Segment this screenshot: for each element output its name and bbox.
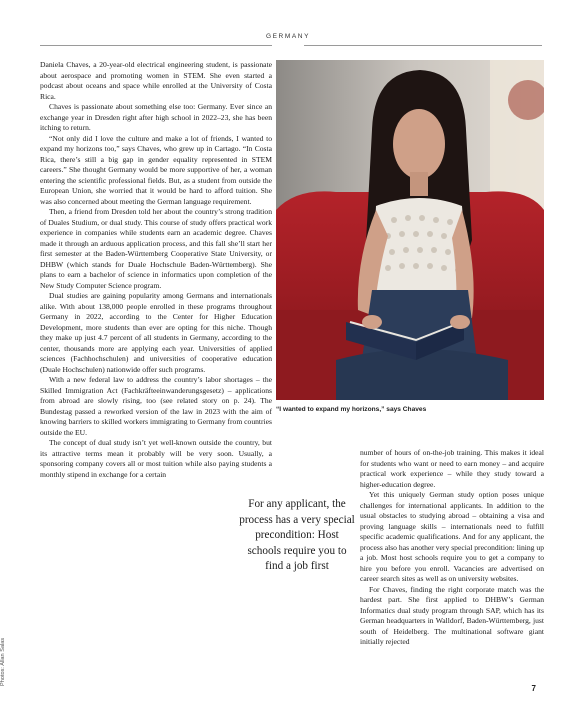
photo-credit: Photos: Allan Salas <box>0 637 6 686</box>
pull-quote: For any applicant, the process has a very special precondition: Host schools require you to find a job first <box>239 498 355 572</box>
portrait-illustration <box>276 60 544 400</box>
paragraph: Then, a friend from Dresden told her about the country’s strong tradition of Duales Studium, or dual study. This course of study offers practical work experience in companies while students earn an academic degree. Chaves made it through an arduous application process, and this fall she’ll start her first semester at the Baden-Württemberg Cooperative State University, or DHBW (which stands for Duale Hochschule Baden-Württemberg). She plans to earn a bachelor of science in informatics upon completion of the New Study Computer Science program. <box>40 207 272 290</box>
paragraph: “Not only did I love the culture and make a lot of friends, I wanted to expand my horizons too,” says Chaves, who grew up in Cartago. “In Costa Rica, there’s still a big gap in gender equality represented in STEM careers.” She thought Germany would be more supportive of her, a woman entering the scientific professional fields. But, as a student from outside the European Union, she worried that it would be hard to afford tuition. She was also concerned about meeting the German language requirement. <box>40 133 272 206</box>
paragraph: Chaves is passionate about something else too: Germany. Ever since an exchange year in Dresden right after high school in 2022–23, she has been itching to return. <box>40 102 272 132</box>
header-rule-left <box>40 45 272 46</box>
paragraph: number of hours of on-the-job training. This makes it ideal for students who want or need to earn money – and acquire practical work experience – while they study toward a higher-education degree. <box>360 448 544 489</box>
photo-caption: “I wanted to expand my horizons,” says Chaves <box>276 406 427 413</box>
section-label: GERMANY <box>265 33 311 40</box>
paragraph: With a new federal law to address the country’s labor shortages – the Skilled Immigration Act (Fachkräfteeinwanderungsgesetz) – applications from abroad are slowly rising, too (see related story on p. 24). The Bundestag passed a reworked version of the law in 2023 with the aim of knowing barriers to skilled workers immigrating to Germany from countries outside the EU. <box>40 375 272 437</box>
portrait-photo <box>276 60 544 400</box>
paragraph: Dual studies are gaining popularity among Germans and internationals alike. With about 138,000 people enrolled in these programs throughout Germany in 2022, according to the Center for Higher Education Development, more students than ever are opting for this niche. Though they make up just 4.7 percent of all students in Germany, according to the center, thousands more are applying each year. Universities of applied sciences (Fachhochschulen) and universities of cooperative education (Duale Hochschulen) nationwide offer such programs. <box>40 291 272 374</box>
header-rule-right <box>304 45 542 46</box>
article-column-right <box>360 448 544 648</box>
paragraph: Daniela Chaves, a 20-year-old electrical engineering student, is passionate about aerospace and promoting women in STEM. She even started a podcast about oceans and space while enrolled at the University of Costa Rica. <box>40 60 272 101</box>
page-number: 7 <box>531 684 536 693</box>
article-column-left <box>40 60 272 480</box>
paragraph: Yet this uniquely German study option poses unique challenges for international applicants. In addition to the usual obstacles to studying abroad – obtaining a visa and proving language skills – internationals need to fulfill specific academic qualifications. And for any applicant, the process also has another very special precondition: lining up a job. Most host schools require you to get a company to hire you before you enroll. Vacancies are advertised on career search sites as well as on university websites. <box>360 490 544 583</box>
paragraph: The concept of dual study isn’t yet well-known outside the country, but its attractive terms mean it probably will be very soon. Usually, a sponsoring company covers all or most tuition while also paying students a monthly stipend in exchange for a certain <box>40 438 272 479</box>
paragraph: For Chaves, finding the right corporate match was the hardest part. She first applied to DHBW’s German Informatics dual study program through SAP, which has its German headquarters in Walldorf, Baden-Württemberg, just south of Heidelberg. The multinational software giant initially rejected <box>360 584 544 646</box>
